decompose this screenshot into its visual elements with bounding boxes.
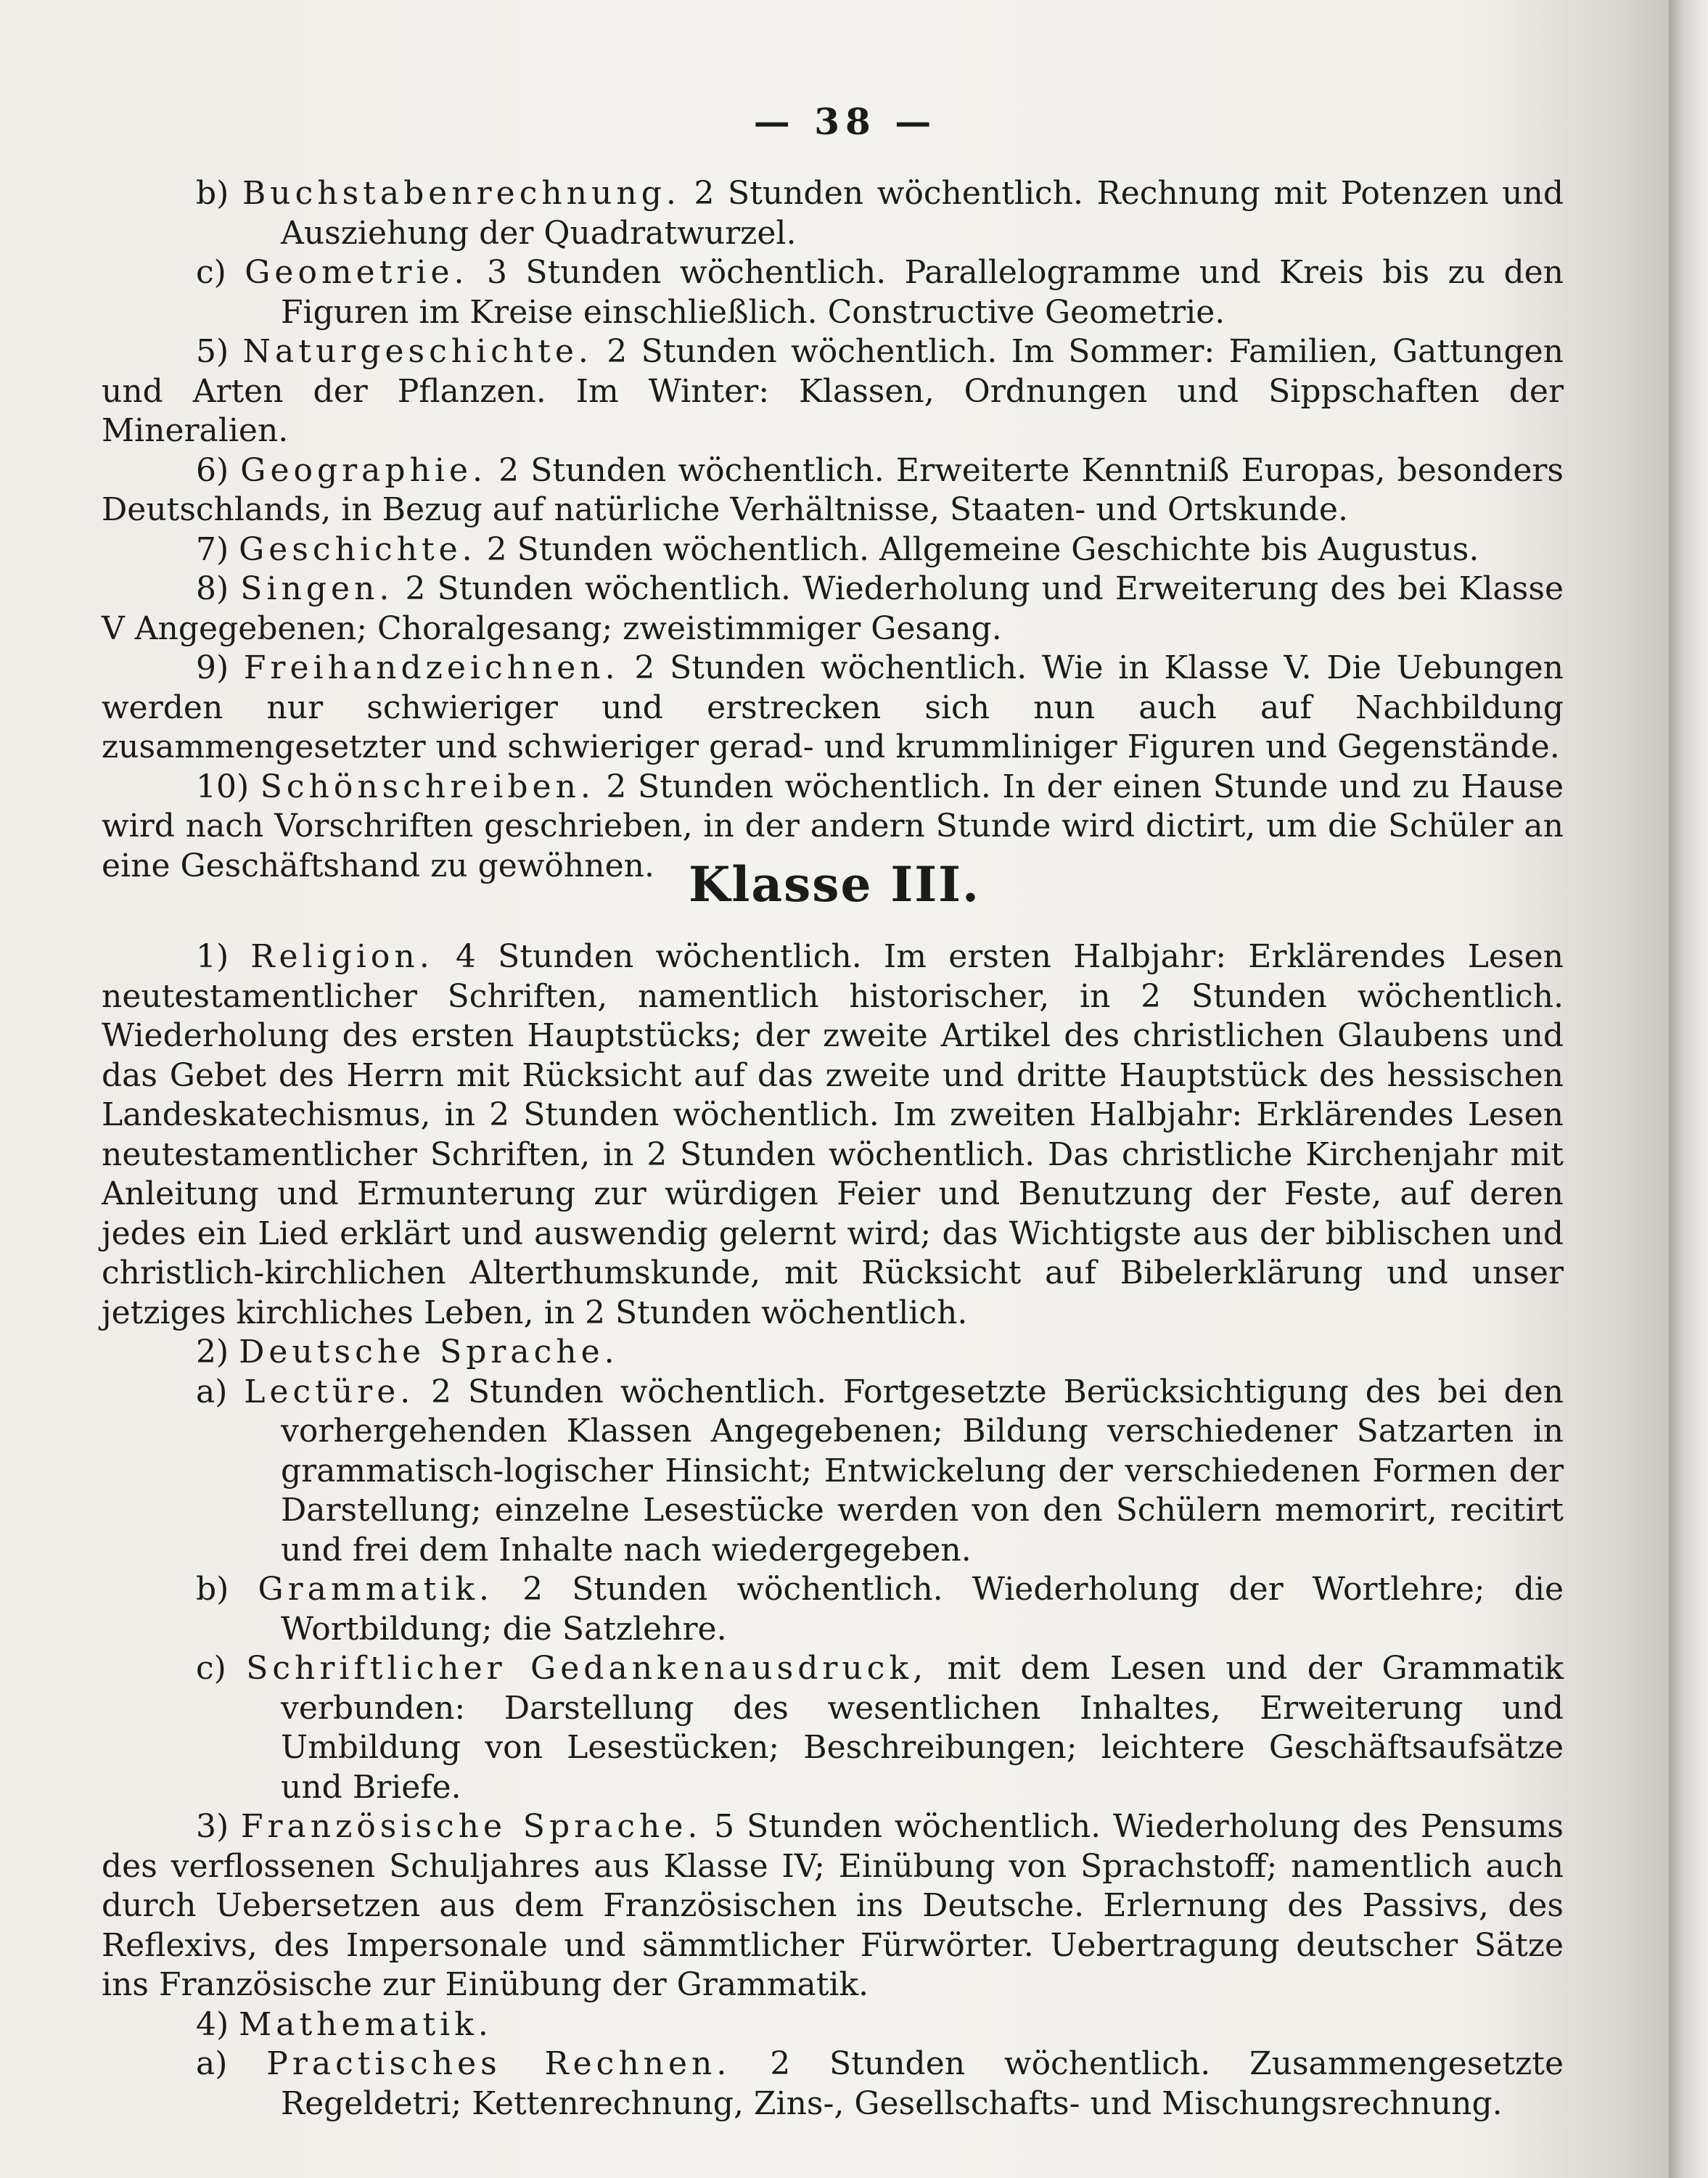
subject-text: 3 Stunden wöchentlich. Parallelogramme und Kreis bis zu den Figuren im Kreise einschließlich. Constructive Geometrie.	[281, 254, 1564, 331]
page-number: — 38 —	[753, 100, 937, 143]
subject-term: Geschichte.	[239, 530, 477, 568]
subject-text: 2 Stunden wöchentlich. Zusammengesetzte Regeldetri; Kettenrechnung, Zins-, Gesellschafts- und Mischungsrechnung.	[281, 2045, 1564, 2122]
paragraph-franzoesische-sprache	[102, 1807, 1564, 2005]
item-number: 4)	[196, 2005, 239, 2043]
subject-text: 2 Stunden wöchentlich. Wiederholung und Erweiterung des bei Klasse V Angegebenen; Choralgesang; zweistimmiger Gesang.	[102, 570, 1564, 647]
subject-term: Geometrie.	[245, 254, 469, 291]
item-number: b)	[196, 1571, 258, 1608]
item-number: 10)	[196, 768, 260, 805]
subject-text: 4 Stunden wöchentlich. Im ersten Halbjahr: Erklärendes Lesen neutestamentlicher Schriften, namentlich historischer, in 2 Stunden wöchentlich. Wiederholung des ersten Hauptstücks; der zweite Artikel des christlichen Glaubens und das Gebet des Herrn mit Rücksicht auf das zweite und dritte Hauptstück des hessischen Landeskatechismus, in 2 Stunden wöchentlich. Im zweiten Halbjahr: Erklärendes Lesen neutestamentlicher Schriften, in 2 Stunden wöchentlich. Das christliche Kirchenjahr mit Anleitung und Ermunterung zur würdigen Feier und Benutzung der Feste, auf deren jedes ein Lied erklärt und auswendig gelernt wird; das Wichtigste aus der biblischen und christlich-kirchlichen Alterthumskunde, mit Rücksicht auf Bibelerklärung und unser jetziges kirchliches Leben, in 2 Stunden wöchentlich.	[102, 938, 1564, 1331]
syllabus-class-iii	[102, 937, 1564, 2124]
subject-text: 2 Stunden wöchentlich. Erweiterte Kenntniß Europas, besonders Deutschlands, in Bezug auf natürliche Verhältnisse, Staaten- und Ortskunde.	[102, 451, 1564, 528]
paragraph-practisches-rechnen	[102, 2045, 1564, 2124]
item-number: 7)	[196, 530, 239, 568]
paragraph-mathematik	[102, 2005, 1564, 2045]
item-number: b)	[196, 175, 242, 212]
subject-text: mit dem Lesen und der Grammatik verbunden: Darstellung des wesentlichen Inhaltes, Erweiterung und Umbildung von Lesestücken; Beschreibungen; leichtere Geschäftsaufsätze und Briefe.	[281, 1650, 1564, 1806]
subject-text: 2 Stunden wöchentlich. Rechnung mit Potenzen und Ausziehung der Quadratwurzel.	[281, 175, 1564, 252]
subject-term: Schriftlicher Gedankenausdruck,	[246, 1650, 928, 1687]
subject-term: Practisches Rechnen.	[266, 2045, 731, 2082]
subject-term: Lectüre.	[244, 1373, 415, 1410]
subject-text: 2 Stunden wöchentlich. Allgemeine Geschichte bis Augustus.	[476, 530, 1479, 568]
subject-term: Singen.	[240, 570, 394, 607]
item-number: c)	[196, 1650, 247, 1687]
subject-term: Naturgeschichte.	[242, 333, 593, 370]
item-number: 6)	[196, 451, 241, 489]
item-number: a)	[196, 1373, 245, 1410]
syllabus-top-section	[102, 174, 1564, 886]
paragraph-lectuere	[102, 1373, 1564, 1571]
item-number: c)	[196, 254, 245, 291]
subject-term: Schönschreiben.	[260, 768, 595, 805]
subject-text: 2 Stunden wöchentlich. Im Sommer: Familien, Gattungen und Arten der Pflanzen. Im Winter: Klassen, Ordnungen und Sippschaften der Mineralien.	[102, 333, 1564, 449]
subject-term: Mathematik.	[239, 2005, 493, 2043]
paragraph-religion	[102, 937, 1564, 1333]
subject-term: Französische Sprache.	[240, 1808, 702, 1845]
item-number: 1)	[196, 938, 251, 975]
subject-text: 2 Stunden wöchentlich. Fortgesetzte Berücksichtigung des bei den vorhergehenden Klassen Angegebenen; Bildung verschiedener Satzarten in grammatisch-logischer Hinsicht; Entwickelung der verschiedenen Formen der Darstellung; einzelne Lesestücke werden von den Schülern memorirt, recitirt und frei dem Inhalte nach wiedergegeben.	[281, 1373, 1564, 1569]
subject-term: Religion.	[250, 938, 434, 975]
paragraph-naturgeschichte	[102, 332, 1564, 451]
item-number: 2)	[196, 1333, 239, 1371]
subject-term: Buchstabenrechnung.	[242, 175, 681, 212]
paragraph-buchstabenrechnung	[102, 174, 1564, 253]
item-number: 5)	[196, 333, 243, 370]
paragraph-singen	[102, 570, 1564, 649]
item-number: a)	[196, 2045, 267, 2082]
paragraph-freihandzeichnen	[102, 649, 1564, 768]
paragraph-geometrie	[102, 253, 1564, 332]
subject-term: Geographie.	[240, 451, 488, 489]
item-number: 9)	[196, 649, 244, 686]
subject-text: 5 Stunden wöchentlich. Wiederholung des Pensums des verflossenen Schuljahres aus Klasse IV; Einübung von Sprachstoff; namentlich auch durch Uebersetzen aus dem Französischen ins Deutsche. Erlernung des Passivs, des Reflexivs, des Impersonale und sämmtlicher Fürwörter. Uebertragung deutscher Sätze ins Französische zur Einübung der Grammatik.	[102, 1808, 1564, 2003]
subject-text: 2 Stunden wöchentlich. Wiederholung der Wortlehre; die Wortbildung; die Satzlehre.	[281, 1571, 1564, 1648]
paragraph-grammatik	[102, 1570, 1564, 1649]
subject-term: Grammatik.	[258, 1571, 493, 1608]
paragraph-geographie	[102, 451, 1564, 530]
subject-term: Freihandzeichnen.	[243, 649, 620, 686]
subject-term: Deutsche Sprache.	[239, 1333, 619, 1371]
subject-text: 2 Stunden wöchentlich. Wie in Klasse V. Die Uebungen werden nur schwieriger und erstrecken sich nun auch auf Nachbildung zusammengesetzter und schwieriger gerad- und krummliniger Figuren und Gegenstände.	[102, 649, 1564, 765]
subject-text: 2 Stunden wöchentlich. In der einen Stunde und zu Hause wird nach Vorschriften geschrieben, in der andern Stunde wird dictirt, um die Schüler an eine Geschäftshand zu gewöhnen.	[102, 768, 1564, 884]
page-edge-shadow	[1669, 0, 1708, 2178]
paragraph-geschichte	[102, 530, 1564, 570]
item-number: 8)	[196, 570, 241, 607]
class-heading: Klasse III.	[688, 856, 981, 913]
paragraph-gedankenausdruck	[102, 1649, 1564, 1807]
item-number: 3)	[196, 1808, 241, 1845]
paragraph-deutsche-sprache	[102, 1333, 1564, 1373]
